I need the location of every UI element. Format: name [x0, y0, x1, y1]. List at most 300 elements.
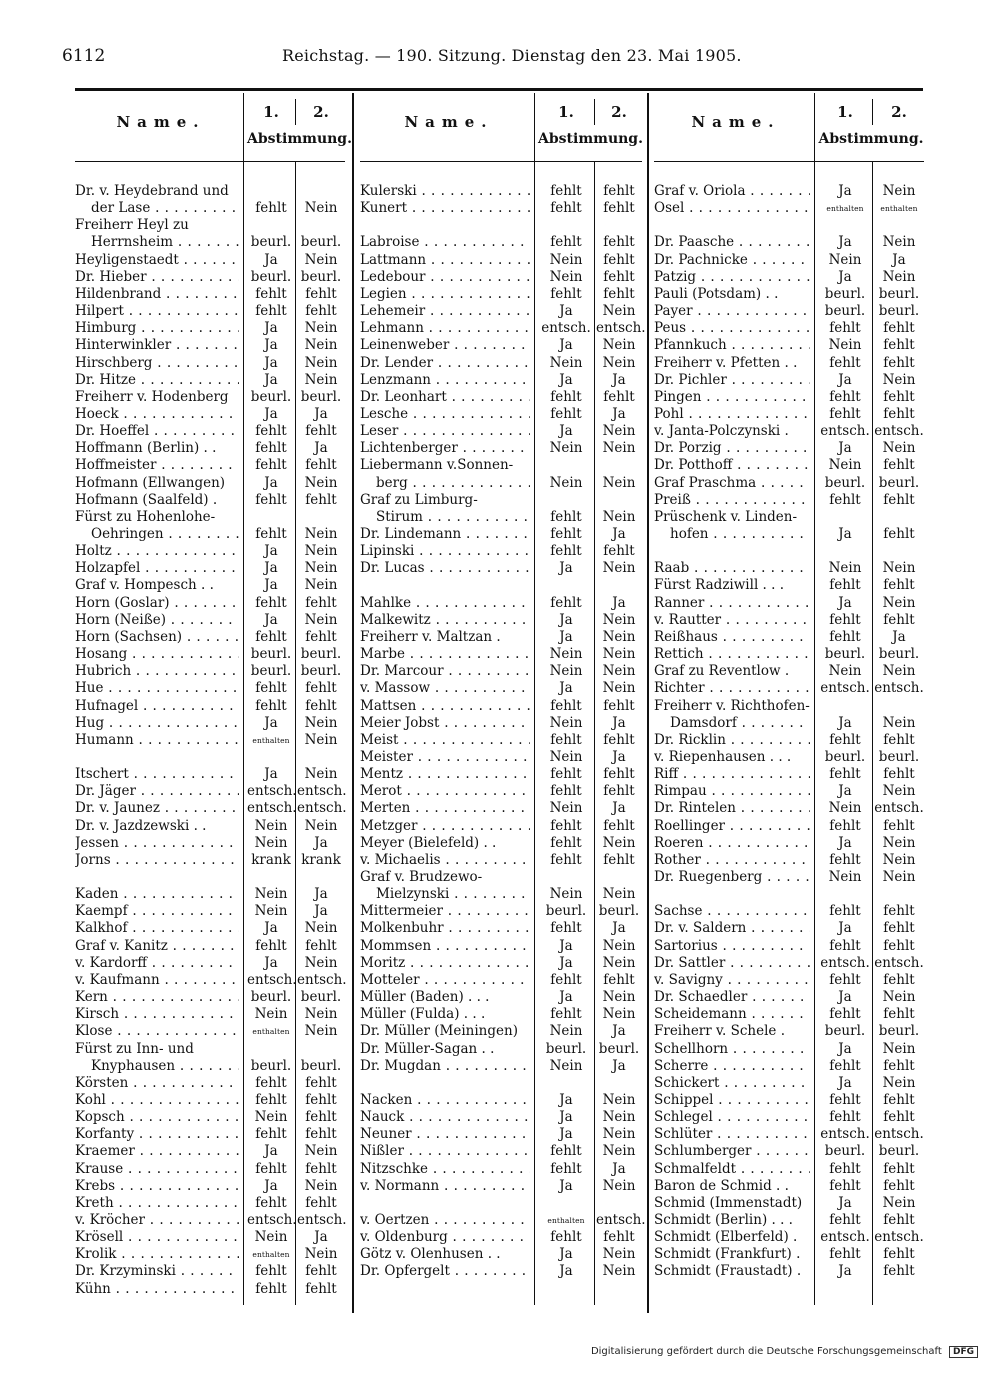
vote-2-value: entsch.: [874, 954, 924, 971]
vote-1-value: fehlt: [829, 1091, 861, 1108]
vote-2-value: Nein: [602, 646, 636, 663]
vote-2-value: Ja: [892, 251, 906, 268]
vote-1-value: Ja: [559, 337, 573, 354]
member-name: Schlüter . . .: [654, 1126, 810, 1143]
member-name: Lehemeir . . .: [360, 303, 530, 320]
vote-1-value: Ja: [264, 766, 278, 783]
member-row: [654, 183, 924, 200]
member-row: [360, 903, 642, 920]
vote-1-value: fehlt: [255, 440, 287, 457]
member-name: Graf Praschma . . .: [654, 475, 810, 492]
member-name: Jorns . . .: [75, 852, 239, 869]
member-row: [75, 1263, 345, 1280]
vote-2-value: entsch.: [297, 800, 347, 817]
member-row: [360, 698, 642, 715]
column-header: [360, 93, 642, 162]
vote-1-value: fehlt: [550, 1143, 582, 1160]
vote-1-value: beurl.: [824, 285, 866, 302]
member-row: [75, 577, 345, 594]
vote-1-value: fehlt: [550, 920, 582, 937]
member-name: Knyphausen . . .: [91, 1058, 239, 1075]
vote-2-value: fehlt: [883, 388, 915, 405]
vote-2-value: fehlt: [305, 937, 337, 954]
vote-2-value: fehlt: [883, 1263, 915, 1280]
member-name: Pingen . . .: [654, 389, 810, 406]
member-name: Moritz . . .: [360, 955, 530, 972]
vote-1-value: Ja: [838, 920, 852, 937]
header-divider: [594, 99, 595, 125]
member-name: Dr. Marcour . . .: [360, 663, 530, 680]
vote-column-2: [360, 93, 646, 1305]
member-name: Freiherr v. Hodenberg: [75, 388, 229, 405]
vote-2-value: Nein: [304, 731, 338, 748]
vote-1-value: fehlt: [255, 491, 287, 508]
member-name: Dr. Ricklin . . .: [654, 732, 810, 749]
vote-1-value: entsch.: [247, 800, 297, 817]
member-name: Meister . . .: [360, 749, 530, 766]
member-row: [360, 183, 642, 200]
vote-1-value: beurl.: [250, 234, 292, 251]
column-separator: [647, 93, 649, 1313]
vote-1-value: Nein: [549, 646, 583, 663]
member-name: Leinenweber . . .: [360, 337, 530, 354]
member-row: [360, 269, 642, 286]
vote-2-value: fehlt: [305, 1263, 337, 1280]
member-row: [360, 1041, 642, 1058]
member-row: [654, 783, 924, 800]
member-row: [654, 1143, 924, 1160]
member-row: [360, 389, 642, 406]
vote-2-value: Ja: [314, 886, 328, 903]
vote-2-value: fehlt: [603, 388, 635, 405]
member-name: Osel . . .: [654, 200, 810, 217]
member-name: Dr. Opfergelt . . .: [360, 1263, 530, 1280]
vote-1-value: Nein: [549, 1023, 583, 1040]
vote-2-value: Nein: [882, 851, 916, 868]
vote-2-value: beurl.: [300, 388, 342, 405]
member-row: [360, 732, 642, 749]
vote-1-value: beurl.: [824, 303, 866, 320]
vote-2-value: beurl.: [300, 234, 342, 251]
member-row: [360, 1023, 642, 1040]
vote-1-value: Nein: [254, 886, 288, 903]
vote-2-value: fehlt: [883, 903, 915, 920]
vote-1-value: Nein: [254, 834, 288, 851]
member-name: Fürst zu Inn- und: [75, 1040, 194, 1057]
vote-1-value: fehlt: [550, 1006, 582, 1023]
member-row: [360, 766, 642, 783]
member-row: [654, 1023, 924, 1040]
vote-2-value: fehlt: [883, 457, 915, 474]
member-name: Hilpert . . .: [75, 303, 239, 320]
member-name: berg . . .: [376, 475, 530, 492]
member-name: Malkewitz . . .: [360, 612, 530, 629]
vote-1-value: Nein: [254, 903, 288, 920]
vote-1-value: fehlt: [829, 1160, 861, 1177]
vote-1-value: beurl.: [250, 1057, 292, 1074]
member-row: [654, 972, 924, 989]
member-row: [360, 303, 642, 320]
vote-1-value: Ja: [559, 680, 573, 697]
member-row: [360, 457, 642, 474]
member-row: [654, 509, 924, 526]
vote-2-value: beurl.: [878, 303, 920, 320]
member-row: [654, 1058, 924, 1075]
vote-2-value: fehlt: [603, 1229, 635, 1246]
member-row: [360, 989, 642, 1006]
vote-1-value: Nein: [254, 1006, 288, 1023]
dfg-logo: DFG: [949, 1346, 978, 1358]
vote-1-value: Nein: [549, 800, 583, 817]
member-name: Dr. Potthoff . . .: [654, 457, 810, 474]
vote-1-value: fehlt: [255, 1091, 287, 1108]
vote-1-value: fehlt: [255, 526, 287, 542]
member-name: Nißler . . .: [360, 1143, 530, 1160]
vote-2-value: Nein: [882, 1194, 916, 1211]
vote-1-value: fehlt: [829, 1057, 861, 1074]
vote-1-value: Ja: [838, 1263, 852, 1280]
vote-2-value: Nein: [882, 268, 916, 285]
member-name: Mielzynski . . .: [376, 886, 530, 903]
vote-2-value: Nein: [882, 989, 916, 1006]
vote-2-value: entsch.: [297, 783, 347, 800]
vote-2-value: entsch.: [874, 423, 924, 440]
member-row: [75, 955, 345, 972]
member-name: Schmidt (Frankfurt) .: [654, 1246, 801, 1263]
vote-2-value: Nein: [602, 1091, 636, 1108]
member-row: [75, 492, 345, 509]
vote-1-value: Ja: [264, 320, 278, 337]
member-name: Dr. Lindemann . . .: [360, 526, 530, 543]
vote-column-3: [654, 93, 924, 1305]
vote-1-value: Nein: [828, 800, 862, 817]
vote-2-value: beurl.: [878, 474, 920, 491]
member-name: Kirsch . . .: [75, 1006, 239, 1023]
member-row: [654, 1109, 924, 1126]
vote-1-value: fehlt: [255, 628, 287, 645]
vote-2-value: beurl.: [300, 1057, 342, 1074]
member-name: Kraemer . . .: [75, 1143, 239, 1160]
vote-2-value: fehlt: [603, 971, 635, 988]
member-row: [360, 612, 642, 629]
vote-1-value: beurl.: [250, 989, 292, 1006]
vote-2-value: Nein: [304, 560, 338, 577]
member-row: [360, 1109, 642, 1126]
name-header: Name.: [404, 113, 494, 131]
member-row: [75, 406, 345, 423]
vote-1-value: Ja: [838, 989, 852, 1006]
vote-1-value: Ja: [838, 440, 852, 457]
member-row: [75, 1058, 345, 1075]
member-name: Kaden . . .: [75, 886, 239, 903]
member-name: Dr. v. Saldern . . .: [654, 920, 810, 937]
vote-2-value: Ja: [612, 714, 626, 731]
member-name: Liebermann v.Sonnen-: [360, 457, 514, 474]
vote-1-value: beurl.: [824, 646, 866, 663]
vote-2-value: Nein: [304, 1006, 338, 1023]
member-row: [654, 852, 924, 869]
vote-2-value: beurl.: [878, 1143, 920, 1160]
member-name: v. Massow . . .: [360, 680, 530, 697]
member-name: Lipinski . . .: [360, 543, 530, 560]
vote-2-value: Nein: [882, 234, 916, 251]
member-name: Molkenbuhr . . .: [360, 920, 530, 937]
vote-1-value: fehlt: [829, 971, 861, 988]
vote-1-value: Ja: [559, 1091, 573, 1108]
member-row: [654, 749, 924, 766]
member-name: Graf zu Reventlow .: [654, 663, 790, 680]
vote-1-value: Nein: [828, 560, 862, 577]
vote-1-value: Ja: [838, 183, 852, 199]
member-row: [654, 920, 924, 937]
member-row: [360, 440, 642, 457]
vote-1-value: Nein: [549, 748, 583, 765]
vote-1-value: Ja: [559, 989, 573, 1006]
member-row: [75, 989, 345, 1006]
vote-2-value: fehlt: [883, 1006, 915, 1023]
member-name: Dr. Müller (Meiningen): [360, 1023, 518, 1040]
vote-2-value: Ja: [314, 405, 328, 422]
member-name: Graf v. Kanitz . . .: [75, 938, 239, 955]
member-name: Krösell . . .: [75, 1229, 239, 1246]
member-name: Rettich . . .: [654, 646, 810, 663]
member-row: [654, 1178, 924, 1195]
member-row: [75, 1109, 345, 1126]
vote-2-value: fehlt: [883, 817, 915, 834]
vote-1-value: Ja: [559, 1126, 573, 1143]
member-row: [360, 1006, 642, 1023]
member-name: Horn (Neiße) . . .: [75, 612, 239, 629]
member-row: [75, 646, 345, 663]
member-row: [360, 920, 642, 937]
member-name: Müller (Baden) . . .: [360, 989, 490, 1006]
member-row: [654, 1246, 924, 1263]
member-row: [75, 475, 345, 492]
member-row: [360, 663, 642, 680]
member-row: [360, 252, 642, 269]
vote-1-value: beurl.: [250, 663, 292, 680]
abstimmung-header: Abstimmung.: [247, 131, 352, 147]
member-row: [360, 423, 642, 440]
page-number: 6112: [62, 46, 106, 66]
vote-1-value: entsch.: [820, 680, 870, 697]
vote-1-value: fehlt: [550, 234, 582, 251]
vote-2-header: 2.: [891, 103, 907, 121]
member-name: Schippel . . .: [654, 1092, 810, 1109]
vote-2-value: Ja: [612, 1057, 626, 1074]
vote-2-value: enthalten: [880, 204, 918, 214]
vote-2-value: fehlt: [883, 971, 915, 988]
member-row: [75, 1041, 345, 1058]
member-name: Lenzmann . . .: [360, 372, 530, 389]
member-row: [654, 1092, 924, 1109]
member-row: [75, 355, 345, 372]
member-row: [75, 1195, 345, 1212]
vote-1-value: Nein: [549, 474, 583, 491]
vote-1-value: Nein: [254, 1109, 288, 1126]
member-row: [360, 800, 642, 817]
vote-2-value: Nein: [882, 783, 916, 800]
vote-1-value: beurl.: [250, 268, 292, 285]
member-name: Pauli (Potsdam) . .: [654, 285, 779, 302]
member-row: [654, 560, 924, 577]
vote-1-value: fehlt: [829, 628, 861, 645]
member-row: [654, 646, 924, 663]
vote-2-value: Nein: [602, 1109, 636, 1126]
vote-2-value: entsch.: [596, 320, 646, 337]
member-name: Preiß . . .: [654, 492, 810, 509]
member-row: [654, 595, 924, 612]
member-name: Krause . . .: [75, 1161, 239, 1178]
member-name: Schmidt (Berlin) . . .: [654, 1212, 793, 1228]
vote-1-value: fehlt: [255, 285, 287, 302]
vote-1-value: fehlt: [829, 1246, 861, 1263]
member-name: Lattmann . . .: [360, 252, 530, 269]
member-name: Dr. Lender . . .: [360, 355, 530, 372]
member-name: Schlegel . . .: [654, 1109, 810, 1126]
vote-1-value: beurl.: [824, 474, 866, 491]
vote-1-value: Nein: [828, 251, 862, 268]
vote-2-value: Nein: [304, 1246, 338, 1263]
member-row: [75, 1178, 345, 1195]
member-name: Kühn . . .: [75, 1281, 239, 1298]
vote-2-value: fehlt: [305, 1160, 337, 1177]
vote-1-value: fehlt: [829, 320, 861, 337]
vote-1-value: Ja: [838, 594, 852, 611]
vote-2-value: Nein: [304, 371, 338, 388]
vote-1-value: krank: [251, 851, 291, 868]
member-name: Hosang . . .: [75, 646, 239, 663]
vote-1-value: entsch.: [247, 1212, 297, 1228]
member-name: Nacken . . .: [360, 1092, 530, 1109]
vote-2-value: fehlt: [883, 1246, 915, 1263]
member-name: Dr. v. Jazdzewski . .: [75, 817, 207, 834]
member-name: Schickert . . .: [654, 1075, 810, 1092]
member-row: [654, 1195, 924, 1212]
footer-credit: [591, 1346, 978, 1358]
member-name: Merten . . .: [360, 800, 530, 817]
vote-1-value: Ja: [559, 937, 573, 954]
vote-2-value: Nein: [882, 834, 916, 851]
vote-1-value: fehlt: [550, 183, 582, 199]
member-row: [75, 234, 345, 251]
vote-1-value: fehlt: [829, 903, 861, 920]
vote-2-value: Nein: [602, 508, 636, 525]
vote-1-value: fehlt: [550, 697, 582, 714]
member-row: [75, 903, 345, 920]
vote-2-value: fehlt: [883, 577, 915, 594]
member-name: Prüschenk v. Linden-: [654, 508, 798, 525]
member-row: [75, 972, 345, 989]
vote-2-value: Nein: [602, 886, 636, 903]
header-divider: [872, 99, 873, 125]
member-row: [654, 715, 924, 732]
member-name: Labroise . . .: [360, 234, 530, 251]
member-row: [360, 372, 642, 389]
vote-1-value: Ja: [264, 543, 278, 560]
vote-2-value: Nein: [602, 1246, 636, 1263]
member-row: [75, 698, 345, 715]
member-name: Dr. Lucas . . .: [360, 560, 530, 577]
vote-1-value: Ja: [559, 1177, 573, 1194]
member-name: Holzapfel . . .: [75, 560, 239, 577]
vote-2-value: fehlt: [883, 1109, 915, 1126]
vote-1-value: Ja: [264, 954, 278, 971]
vote-2-value: beurl.: [300, 646, 342, 663]
vote-2-value: Ja: [612, 1160, 626, 1177]
member-name: Hildenbrand . . .: [75, 286, 239, 303]
member-row: [360, 509, 642, 526]
vote-1-value: fehlt: [829, 1177, 861, 1194]
member-name: Hofmann (Ellwangen): [75, 474, 226, 491]
vote-1-value: fehlt: [255, 1074, 287, 1091]
member-row: [75, 680, 345, 697]
vote-1-value: fehlt: [550, 766, 582, 783]
vote-1-value: Nein: [549, 886, 583, 903]
vote-1-value: Ja: [559, 954, 573, 971]
vote-2-value: Nein: [304, 817, 338, 834]
member-name: Payer . . .: [654, 303, 810, 320]
member-name: Fürst Radziwill . . .: [654, 577, 785, 594]
member-row: [360, 646, 642, 663]
vote-2-value: Nein: [882, 714, 916, 731]
member-row: [360, 955, 642, 972]
member-row: [654, 423, 924, 440]
member-row: [654, 200, 924, 217]
member-row: [654, 320, 924, 337]
member-name: Körsten . . .: [75, 1075, 239, 1092]
vote-2-value: beurl.: [598, 903, 640, 920]
member-row: [75, 183, 345, 200]
vote-1-value: Nein: [549, 714, 583, 731]
member-name: v. Normann . . .: [360, 1178, 530, 1195]
vote-2-value: Nein: [304, 320, 338, 337]
vote-1-value: Ja: [264, 371, 278, 388]
vote-2-value: Nein: [602, 337, 636, 354]
vote-2-value: Ja: [612, 405, 626, 422]
member-name: Schlumberger . . .: [654, 1143, 810, 1160]
member-row: [75, 252, 345, 269]
vote-1-value: Nein: [828, 457, 862, 474]
member-row: [360, 1126, 642, 1143]
vote-1-value: fehlt: [829, 405, 861, 422]
member-row: [75, 320, 345, 337]
member-row: [654, 252, 924, 269]
vote-1-value: Ja: [838, 526, 852, 542]
vote-1-value: fehlt: [255, 303, 287, 320]
member-name: Dr. Hitze . . .: [75, 372, 239, 389]
vote-2-value: Nein: [882, 594, 916, 611]
member-row: [360, 475, 642, 492]
vote-1-value: entsch.: [820, 423, 870, 440]
vote-1-value: Ja: [838, 371, 852, 388]
vote-1-value: fehlt: [550, 594, 582, 611]
vote-1-value: Nein: [549, 268, 583, 285]
member-name: Dr. Ruegenberg . . .: [654, 869, 810, 886]
member-name: Sachse . . .: [654, 903, 810, 920]
member-row: [360, 938, 642, 955]
vote-2-header: 2.: [611, 103, 627, 121]
vote-1-value: fehlt: [550, 388, 582, 405]
member-row: [75, 835, 345, 852]
vote-1-value: Ja: [559, 628, 573, 645]
vote-1-value: fehlt: [550, 200, 582, 217]
vote-1-value: fehlt: [255, 594, 287, 611]
vote-2-value: fehlt: [603, 251, 635, 268]
member-row: [654, 612, 924, 629]
vote-2-value: Nein: [602, 1126, 636, 1143]
vote-1-value: Ja: [264, 405, 278, 422]
